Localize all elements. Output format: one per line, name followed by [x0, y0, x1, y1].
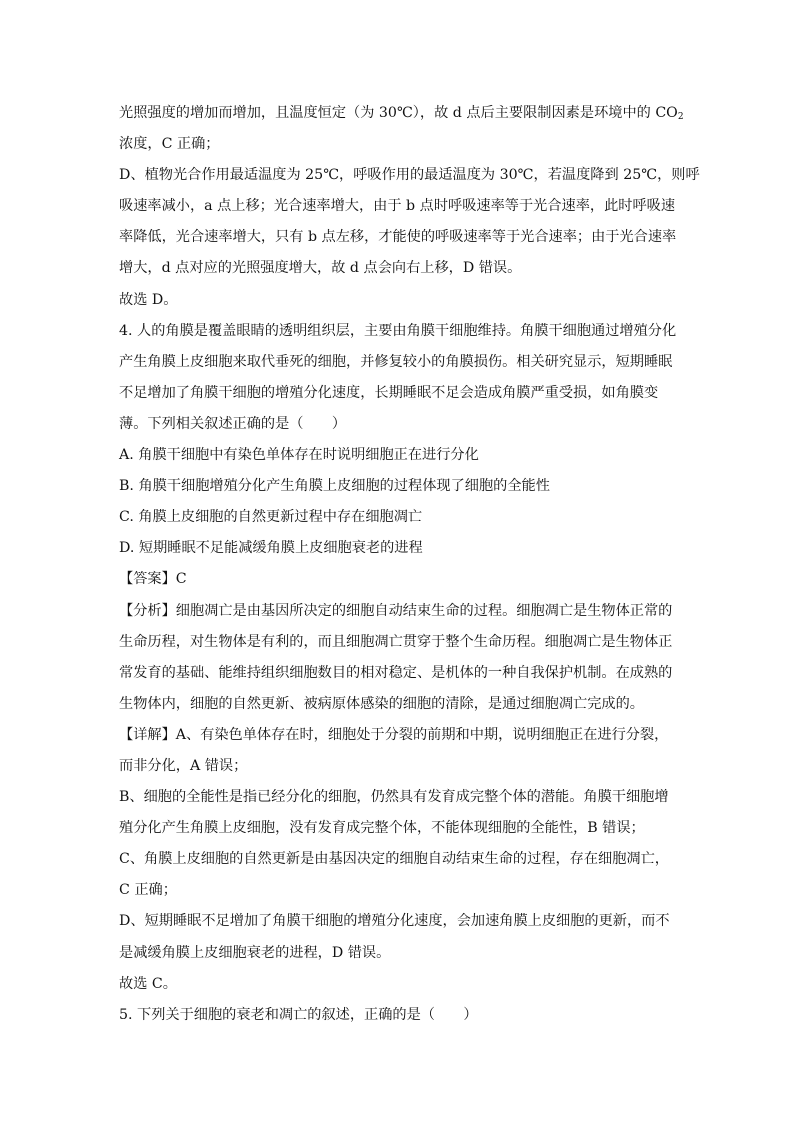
- option-c: C. 角膜上皮细胞的自然更新过程中存在细胞凋亡: [119, 509, 423, 526]
- document-body: [119, 98, 700, 1031]
- text-line: C、角膜上皮细胞的自然更新是由基因决定的细胞自动结束生命的过程，存在细胞凋亡，: [119, 851, 669, 868]
- text-line: 吸速率减小，a 点上移；光合速率增大，由于 b 点时呼吸速率等于光合速率，此时呼吸速: [119, 198, 676, 215]
- option-d: D. 短期睡眠不足能减缓角膜上皮细胞衰老的进程: [119, 540, 423, 557]
- text-line: 殖分化产生角膜上皮细胞，没有发育成完整个体，不能体现细胞的全能性，B 错误；: [119, 820, 645, 837]
- answer-line: 【答案】C: [119, 571, 187, 588]
- option-a: A. 角膜干细胞中有染色单体存在时说明细胞正在进行分化: [119, 447, 479, 464]
- text-line: 常发育的基础、能维持组织细胞数目的相对稳定、是机体的一种自我保护机制。在成熟的: [119, 664, 673, 681]
- text-line: 故选 D。: [119, 291, 178, 308]
- analysis-line: 【分析】细胞凋亡是由基因所决定的细胞自动结束生命的过程。细胞凋亡是生物体正常的: [119, 602, 673, 619]
- question-4-stem: 4. 人的角膜是覆盖眼睛的透明组织层，主要由角膜干细胞维持。角膜干细胞通过增殖分化: [119, 322, 677, 339]
- text-line: D、植物光合作用最适温度为 25℃，呼吸作用的最适温度为 30℃，若温度降到 25℃，则呼: [119, 167, 700, 184]
- text-line: [119, 98, 684, 129]
- text-line: 生物体内，细胞的自然更新、被病原体感染的细胞的清除，是通过细胞凋亡完成的。: [119, 695, 644, 712]
- text-line: 故选 C。: [119, 975, 177, 992]
- text-line: 产生角膜上皮细胞来取代垂死的细胞，并修复较小的角膜损伤。相关研究显示，短期睡眠: [119, 353, 673, 370]
- text-line-content: 光照强度的增加而增加，且温度恒定（为 30℃），故 d 点后主要限制因素是环境中的 CO: [119, 105, 678, 121]
- option-b: B. 角膜干细胞增殖分化产生角膜上皮细胞的过程体现了细胞的全能性: [119, 478, 550, 495]
- text-line: B、细胞的全能性是指已经分化的细胞，仍然具有发育成完整个体的潜能。角膜干细胞增: [119, 789, 669, 806]
- text-line: 增大，d 点对应的光照强度增大，故 d 点会向右上移，D 错误。: [119, 260, 522, 277]
- question-5-stem: 5. 下列关于细胞的衰老和凋亡的叙述，正确的是（ ）: [119, 1006, 478, 1023]
- text-line: 生命历程，对生物体是有利的，而且细胞凋亡贯穿于整个生命历程。细胞凋亡是生物体正: [119, 633, 673, 650]
- explanation-line: 【详解】A、有染色单体存在时，细胞处于分裂的前期和中期，说明细胞正在进行分裂，: [119, 726, 669, 743]
- text-line: 是减缓角膜上皮细胞衰老的进程，D 错误。: [119, 944, 391, 961]
- text-line: 率降低，光合速率增大，只有 b 点左移，才能使的呼吸速率等于光合速率；由于光合速率: [119, 229, 677, 246]
- text-line: 薄。下列相关叙述正确的是（ ）: [119, 415, 347, 432]
- text-line: 而非分化，A 错误；: [119, 757, 248, 774]
- text-line: D、短期睡眠不足增加了角膜干细胞的增殖分化速度，会加速角膜上皮细胞的更新，而不: [119, 913, 670, 930]
- text-line: 浓度，C 正确；: [119, 136, 220, 153]
- text-line: C 正确；: [119, 882, 177, 899]
- subscript: 2: [677, 112, 684, 122]
- text-line: 不足增加了角膜干细胞的增殖分化速度，长期睡眠不足会造成角膜严重受损，如角膜变: [119, 384, 659, 401]
